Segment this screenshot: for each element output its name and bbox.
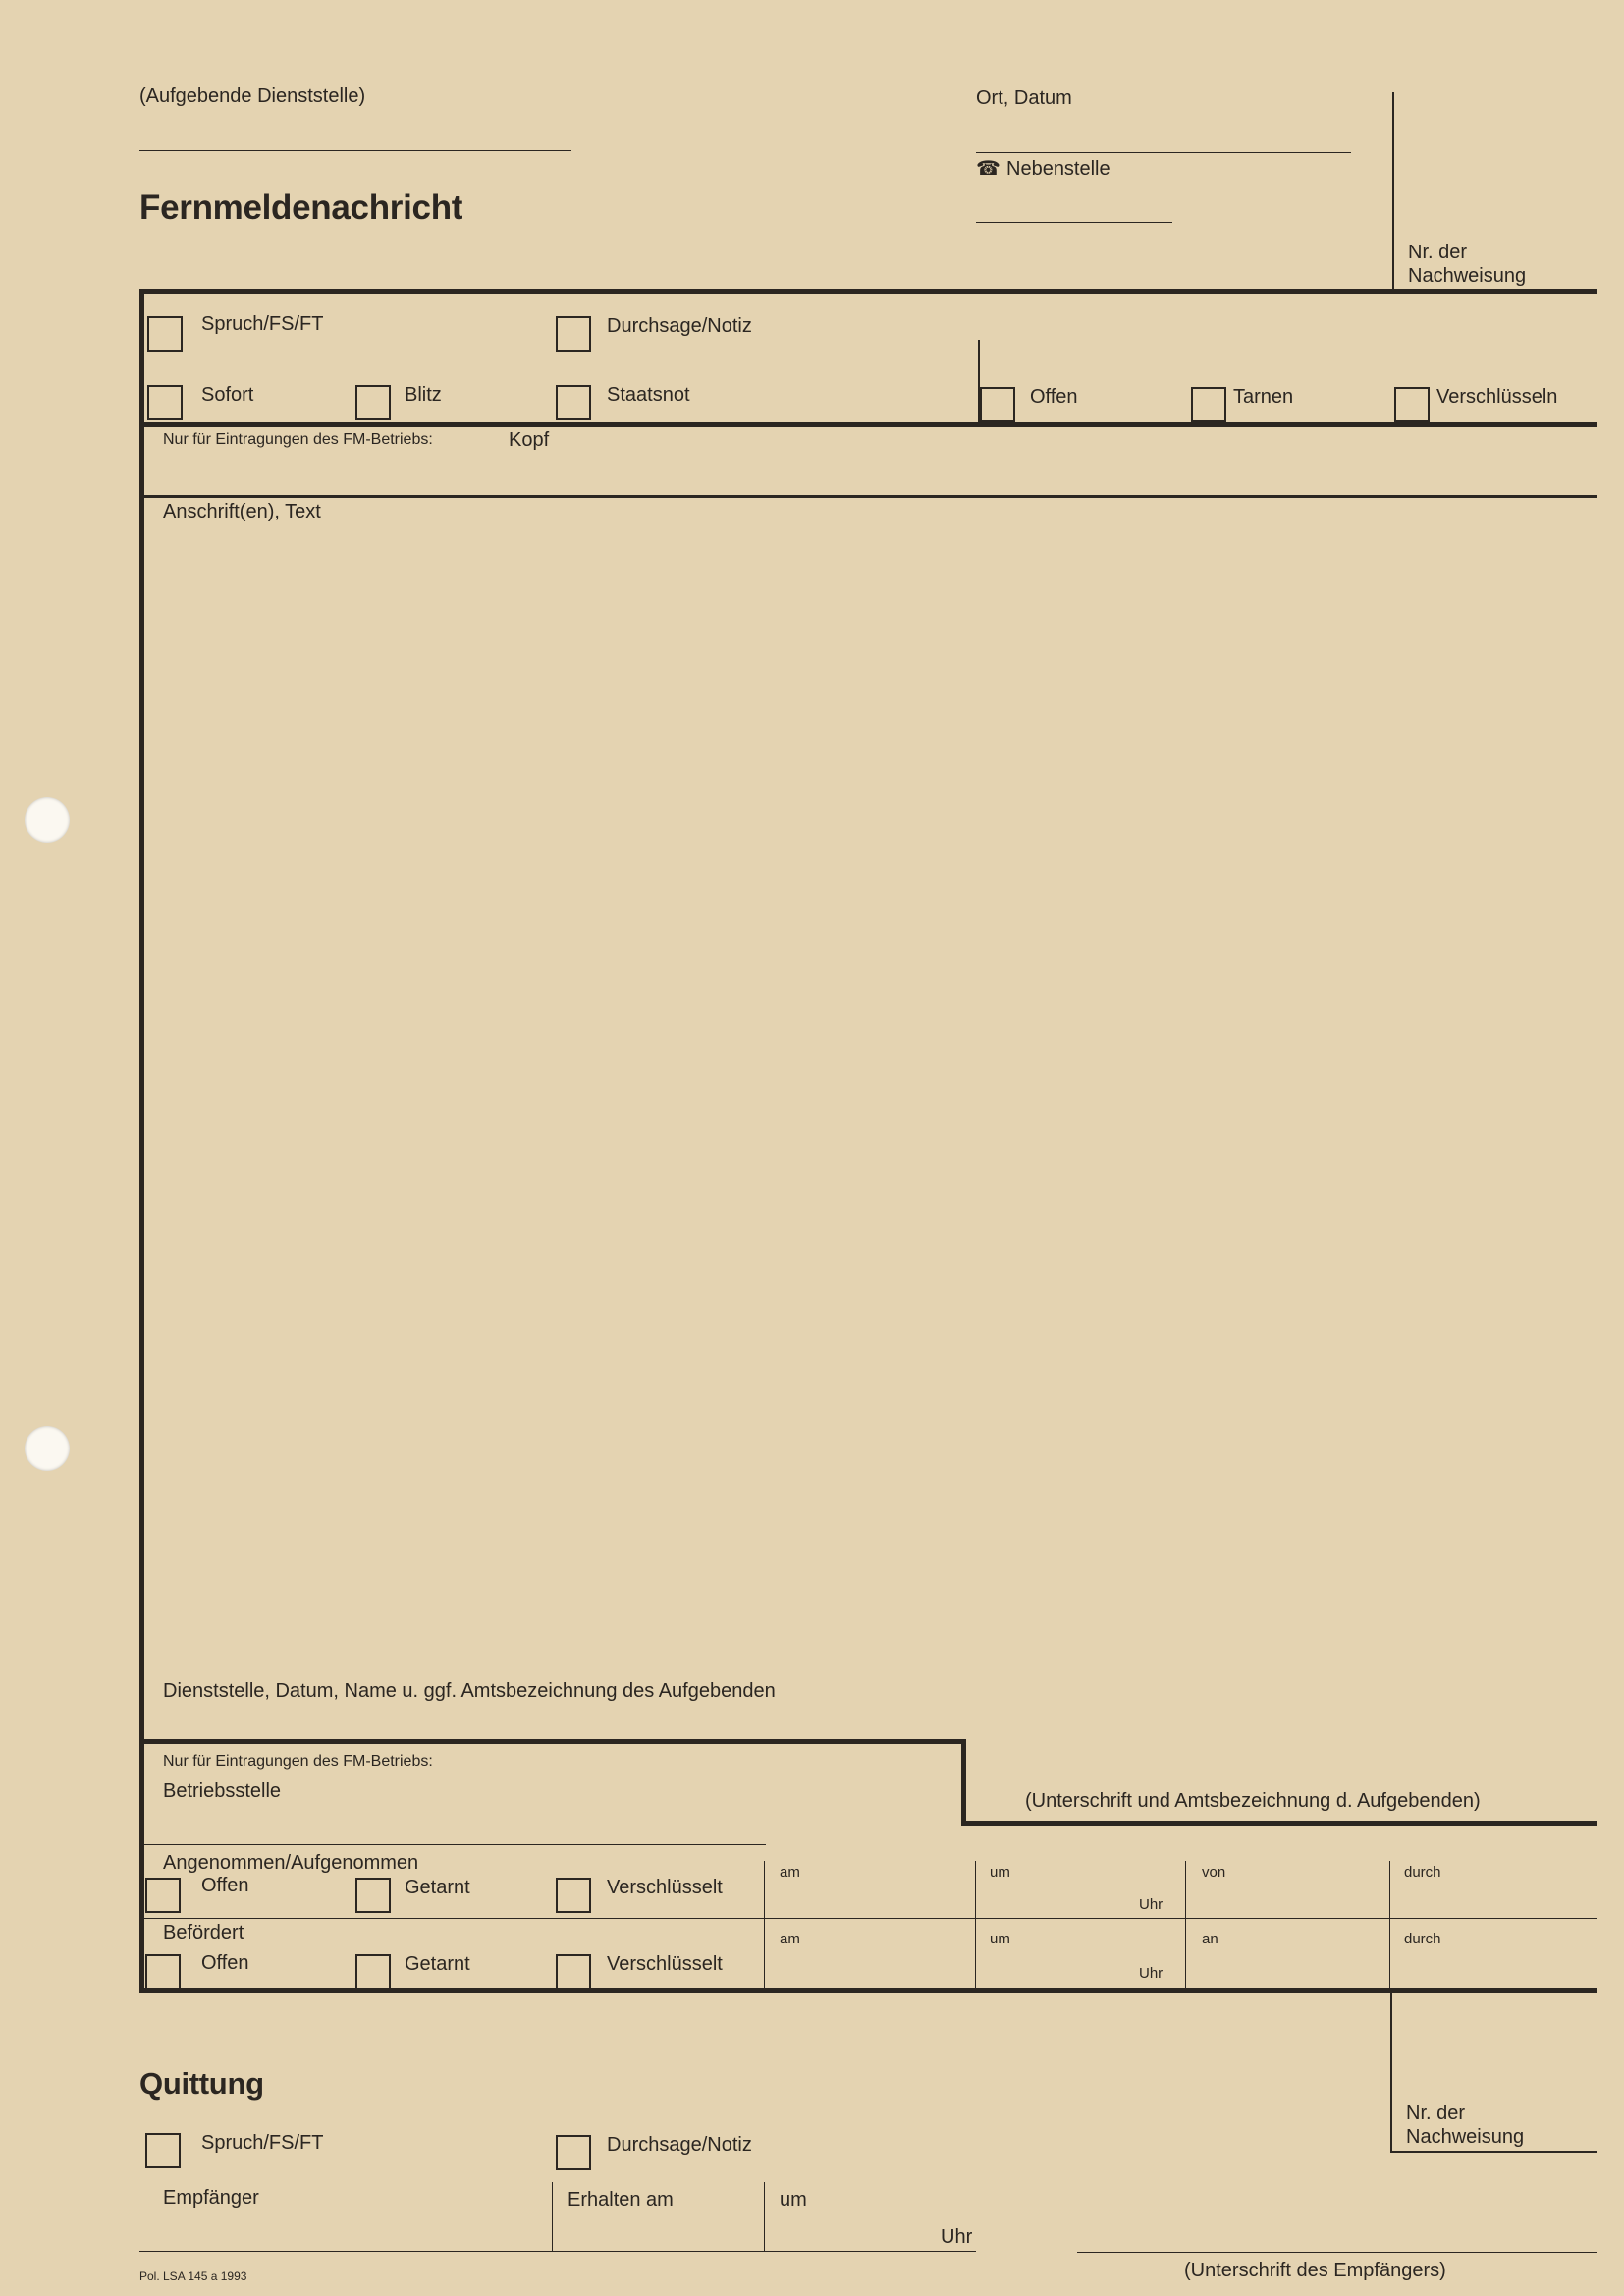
staatsnot-label: Staatsnot xyxy=(607,384,690,406)
forwarded-durch-label: durch xyxy=(1404,1931,1441,1947)
receipt-at-label: um xyxy=(780,2189,807,2211)
operations-label: Nur für Eintragungen des FM-Betriebs: xyxy=(163,1753,433,1770)
blitz-label: Blitz xyxy=(405,384,442,406)
spruch-label: Spruch/FS/FT xyxy=(201,313,324,335)
received-row-rule xyxy=(139,1918,1597,1919)
operations-station-line[interactable] xyxy=(139,1844,766,1845)
durchsage-checkbox[interactable] xyxy=(556,316,591,352)
operations-step-rule xyxy=(961,1739,966,1826)
received-verschluesselt-label: Verschlüsselt xyxy=(607,1877,723,1898)
forwarded-offen-label: Offen xyxy=(201,1952,249,1974)
received-offen-checkbox[interactable] xyxy=(145,1878,181,1913)
telephone-icon: ☎ xyxy=(976,158,1001,180)
sender-line[interactable] xyxy=(139,150,571,151)
receipt-durchsage-label: Durchsage/Notiz xyxy=(607,2134,752,2156)
body-section-rule xyxy=(139,495,1597,498)
receipt-spruch-label: Spruch/FS/FT xyxy=(201,2132,324,2154)
tarnen-checkbox[interactable] xyxy=(1191,387,1226,422)
received-getarnt-label: Getarnt xyxy=(405,1877,470,1898)
record-no-label: Nr. der Nachweisung xyxy=(1408,242,1527,287)
receipt-column-divider xyxy=(552,2182,553,2251)
column-divider xyxy=(1185,1861,1186,1992)
punch-hole xyxy=(25,1426,70,1471)
recipient-signature-line[interactable] xyxy=(1077,2252,1597,2253)
frame-left-rule xyxy=(139,289,144,1992)
received-verschluesselt-checkbox[interactable] xyxy=(556,1878,591,1913)
offen-label: Offen xyxy=(1030,386,1078,408)
form-title: Fernmeldenachricht xyxy=(139,189,463,227)
column-divider xyxy=(975,1861,976,1992)
extension-label: Nebenstelle xyxy=(1006,158,1110,180)
forwarded-label: Befördert xyxy=(163,1922,244,1943)
forwarded-offen-checkbox[interactable] xyxy=(145,1954,181,1990)
receipt-record-bottom-rule xyxy=(1390,2151,1597,2153)
verschluesseln-label: Verschlüsseln xyxy=(1436,386,1558,408)
head-section-kopf: Kopf xyxy=(509,429,550,451)
receipt-title: Quittung xyxy=(139,2066,264,2101)
recipient-signature-label: (Unterschrift des Empfängers) xyxy=(1184,2260,1446,2281)
place-date-label: Ort, Datum xyxy=(976,87,1072,109)
received-von-label: von xyxy=(1202,1864,1226,1881)
offen-checkbox[interactable] xyxy=(980,387,1015,422)
receipt-recipient-label: Empfänger xyxy=(163,2187,259,2209)
receipt-record-divider xyxy=(1390,1990,1392,2152)
operations-station-label: Betriebsstelle xyxy=(163,1780,282,1802)
head-section-label: Nur für Eintragungen des FM-Betriebs: xyxy=(163,431,433,448)
blitz-checkbox[interactable] xyxy=(355,385,391,420)
spruch-checkbox[interactable] xyxy=(147,316,183,352)
receipt-column-divider xyxy=(764,2182,765,2251)
durchsage-label: Durchsage/Notiz xyxy=(607,315,752,337)
column-divider xyxy=(764,1861,765,1992)
receipt-spruch-checkbox[interactable] xyxy=(145,2133,181,2168)
sofort-checkbox[interactable] xyxy=(147,385,183,420)
staatsnot-checkbox[interactable] xyxy=(556,385,591,420)
received-offen-label: Offen xyxy=(201,1875,249,1896)
extension-line[interactable] xyxy=(976,222,1172,223)
forwarded-um-label: um xyxy=(990,1931,1010,1947)
message-text-area[interactable] xyxy=(147,530,1591,1669)
sofort-label: Sofort xyxy=(201,384,254,406)
forwarded-am-label: am xyxy=(780,1931,800,1947)
operations-signature-label: (Unterschrift und Amtsbezeichnung d. Aufgebenden) xyxy=(1025,1790,1481,1812)
forwarded-uhr-label: Uhr xyxy=(1139,1965,1164,1982)
received-getarnt-checkbox[interactable] xyxy=(355,1878,391,1913)
receipt-time-label: Uhr xyxy=(941,2226,973,2248)
forwarded-verschluesselt-label: Verschlüsselt xyxy=(607,1953,723,1975)
punch-hole xyxy=(25,797,70,843)
received-uhr-label: Uhr xyxy=(1139,1896,1164,1913)
head-section-rule xyxy=(139,422,1597,427)
operations-top-rule xyxy=(139,1739,966,1744)
forwarded-verschluesselt-checkbox[interactable] xyxy=(556,1954,591,1990)
forwarded-getarnt-label: Getarnt xyxy=(405,1953,470,1975)
sender-label: (Aufgebende Dienststelle) xyxy=(139,85,366,107)
form-code: Pol. LSA 145 a 1993 xyxy=(139,2269,247,2283)
verschluesseln-checkbox[interactable] xyxy=(1394,387,1430,422)
forwarded-getarnt-checkbox[interactable] xyxy=(355,1954,391,1990)
record-no-divider xyxy=(1392,92,1394,291)
receipt-received-on-label: Erhalten am xyxy=(568,2189,674,2211)
sender-signature-instructions: Dienststelle, Datum, Name u. ggf. Amtsbezeichnung des Aufgebenden xyxy=(163,1680,776,1702)
tarnen-label: Tarnen xyxy=(1233,386,1294,408)
column-divider xyxy=(1389,1861,1390,1992)
receipt-record-no-label: Nr. der Nachweisung xyxy=(1406,2103,1525,2148)
received-um-label: um xyxy=(990,1864,1010,1881)
received-label: Angenommen/Aufgenommen xyxy=(163,1852,419,1874)
receipt-durchsage-checkbox[interactable] xyxy=(556,2135,591,2170)
operations-right-rule xyxy=(961,1821,1597,1826)
received-am-label: am xyxy=(780,1864,800,1881)
body-section-label: Anschrift(en), Text xyxy=(163,501,321,522)
frame-bottom-rule xyxy=(139,1988,1597,1993)
place-date-line[interactable] xyxy=(976,152,1351,153)
forwarded-an-label: an xyxy=(1202,1931,1218,1947)
received-durch-label: durch xyxy=(1404,1864,1441,1881)
receipt-bottom-line xyxy=(139,2251,976,2252)
frame-top-rule xyxy=(139,289,1597,294)
